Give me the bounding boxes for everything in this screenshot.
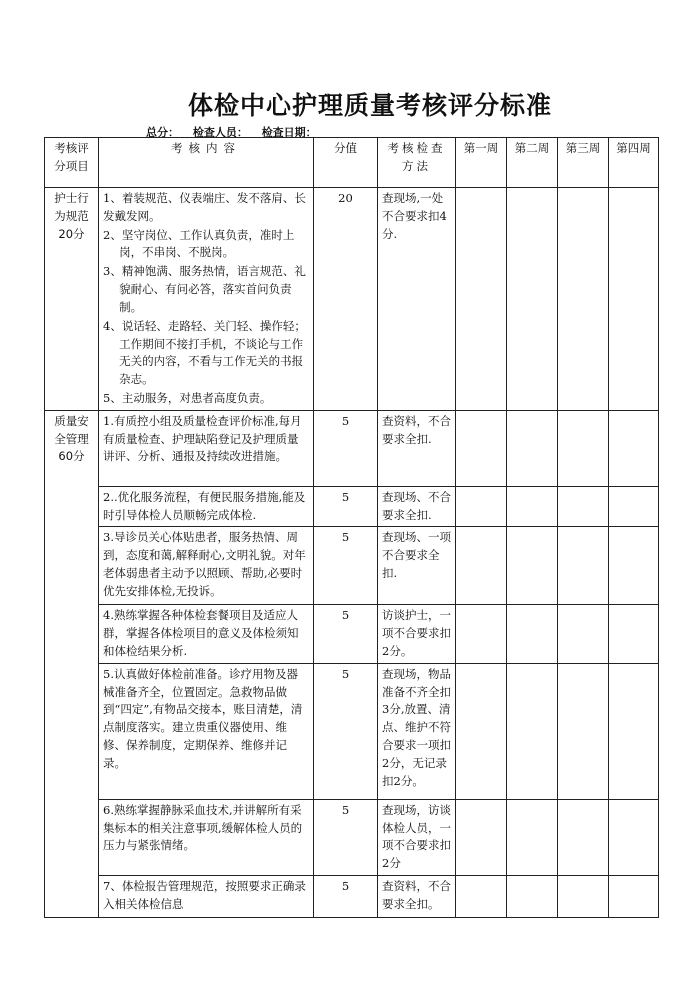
week-cell[interactable] (507, 799, 558, 875)
week-cell[interactable] (609, 188, 659, 411)
week-cell[interactable] (507, 486, 558, 527)
week-cell[interactable] (507, 527, 558, 605)
week-cell[interactable] (558, 876, 609, 918)
score-cell: 5 (314, 663, 378, 799)
content-cell: 4.熟练掌握各种体检套餐项目及适应人群，掌握各体检项目的意义及体检须知和体检结果分析. (99, 605, 314, 663)
header-week-2: 第二周 (507, 138, 558, 188)
content-item: 2、坚守岗位、工作认真负责，准时上岗，不串岗、不脱岗。 (103, 227, 295, 260)
method-cell: 查现场、不合要求全扣. (378, 486, 456, 527)
content-cell: 5.认真做好体检前准备。诊疗用物及器械准备齐全，位置固定。急救物品做到“四定”,有物品交接本，账目清楚，清点制度落实。建立贵重仪器使用、维修、保养制度，定期保养、维修并记录。 (99, 663, 314, 799)
week-cell[interactable] (456, 663, 507, 799)
header-week-4: 第四周 (609, 138, 659, 188)
header-week-1: 第一周 (456, 138, 507, 188)
content-cell: 2..优化服务流程，有便民服务措施,能及时引导体检人员顺畅完成体检. (99, 486, 314, 527)
header-category: 考核评分项目 (45, 138, 99, 188)
week-cell[interactable] (507, 410, 558, 486)
header-method: 考核检查方法 (378, 138, 456, 188)
week-cell[interactable] (507, 663, 558, 799)
category-cell: 质量安全管理60分 (45, 410, 99, 917)
scoring-table (44, 137, 659, 918)
week-cell[interactable] (507, 876, 558, 918)
content-item: 4、说话轻、走路轻、关门轻、操作轻；工作期间不接打手机，不谈论与工作无关的内容，不看与工作无关的书报杂志。 (103, 318, 306, 387)
meta-inspector: 检查人员： (192, 126, 248, 139)
week-cell[interactable] (609, 663, 659, 799)
table-row (45, 486, 659, 527)
method-cell: 查现场，物品准备不齐全扣3分,放置、清点、维护不符合要求一项扣2分，无记录扣2分。 (378, 663, 456, 799)
content-item: 5、主动服务，对患者高度负责。 (103, 390, 272, 405)
table-row (45, 876, 659, 918)
content-cell: 1.有质控小组及质量检查评价标准,每月有质量检查、护理缺陷登记及护理质量讲评、分析、通报及持续改进措施。 (99, 410, 314, 486)
week-cell[interactable] (507, 188, 558, 411)
score-cell: 5 (314, 799, 378, 875)
week-cell[interactable] (609, 527, 659, 605)
method-cell: 查现场,一处不合要求扣4分. (378, 188, 456, 411)
week-cell[interactable] (558, 663, 609, 799)
header-content: 考核内容 (99, 138, 314, 188)
method-cell: 查资料，不合要求全扣。 (378, 876, 456, 918)
method-cell: 查现场、一项不合要求全扣. (378, 527, 456, 605)
week-cell[interactable] (609, 876, 659, 918)
content-item: 1、着装规范、仪表端庄、发不落肩、长发戴发网。 (103, 191, 306, 223)
category-cell: 护士行为规范20分 (45, 188, 99, 411)
header-score: 分值 (314, 138, 378, 188)
table-row (45, 188, 659, 411)
meta-date: 检查日期： (261, 126, 317, 139)
header-week-3: 第三周 (558, 138, 609, 188)
week-cell[interactable] (609, 410, 659, 486)
table-row (45, 605, 659, 663)
week-cell[interactable] (558, 486, 609, 527)
week-cell[interactable] (456, 527, 507, 605)
document-title: 体检中心护理质量考核评分标准 (187, 91, 552, 120)
week-cell[interactable] (456, 605, 507, 663)
score-cell: 5 (314, 486, 378, 527)
week-cell[interactable] (609, 605, 659, 663)
table-row (45, 799, 659, 875)
week-cell[interactable] (456, 188, 507, 411)
content-cell: 6.熟练掌握静脉采血技术,并讲解所有采集标本的相关注意事项,缓解体检人员的压力与紧张情绪。 (99, 799, 314, 875)
score-cell: 5 (314, 527, 378, 605)
table-row (45, 527, 659, 605)
week-cell[interactable] (558, 605, 609, 663)
content-cell: 3.导诊员关心体贴患者，服务热情、周到，态度和蔼,解释耐心,文明礼貌。对年老体弱患者主动予以照顾、帮助,必要时优先安排体检,无投诉。 (99, 527, 314, 605)
content-cell (99, 188, 314, 411)
meta-total: 总分： (146, 126, 179, 139)
week-cell[interactable] (558, 799, 609, 875)
week-cell[interactable] (456, 799, 507, 875)
method-cell: 查资料，不合要求全扣. (378, 410, 456, 486)
score-cell: 5 (314, 876, 378, 918)
score-cell: 5 (314, 605, 378, 663)
content-item: 3、精神饱满、服务热情，语言规范、礼貌耐心、有问必答，落实首问负责制。 (103, 264, 306, 314)
content-cell: 7、体检报告管理规范，按照要求正确录入相关体检信息 (99, 876, 314, 918)
week-cell[interactable] (456, 410, 507, 486)
score-cell: 20 (314, 188, 378, 411)
table-row (45, 410, 659, 486)
week-cell[interactable] (558, 410, 609, 486)
week-cell[interactable] (558, 188, 609, 411)
week-cell[interactable] (456, 876, 507, 918)
table-row (45, 663, 659, 799)
score-cell: 5 (314, 410, 378, 486)
week-cell[interactable] (507, 605, 558, 663)
week-cell[interactable] (609, 799, 659, 875)
method-cell: 查现场，访谈体检人员，一项不合要求扣2分 (378, 799, 456, 875)
week-cell[interactable] (558, 527, 609, 605)
week-cell[interactable] (456, 486, 507, 527)
week-cell[interactable] (609, 486, 659, 527)
method-cell: 访谈护士，一项不合要求扣2分。 (378, 605, 456, 663)
